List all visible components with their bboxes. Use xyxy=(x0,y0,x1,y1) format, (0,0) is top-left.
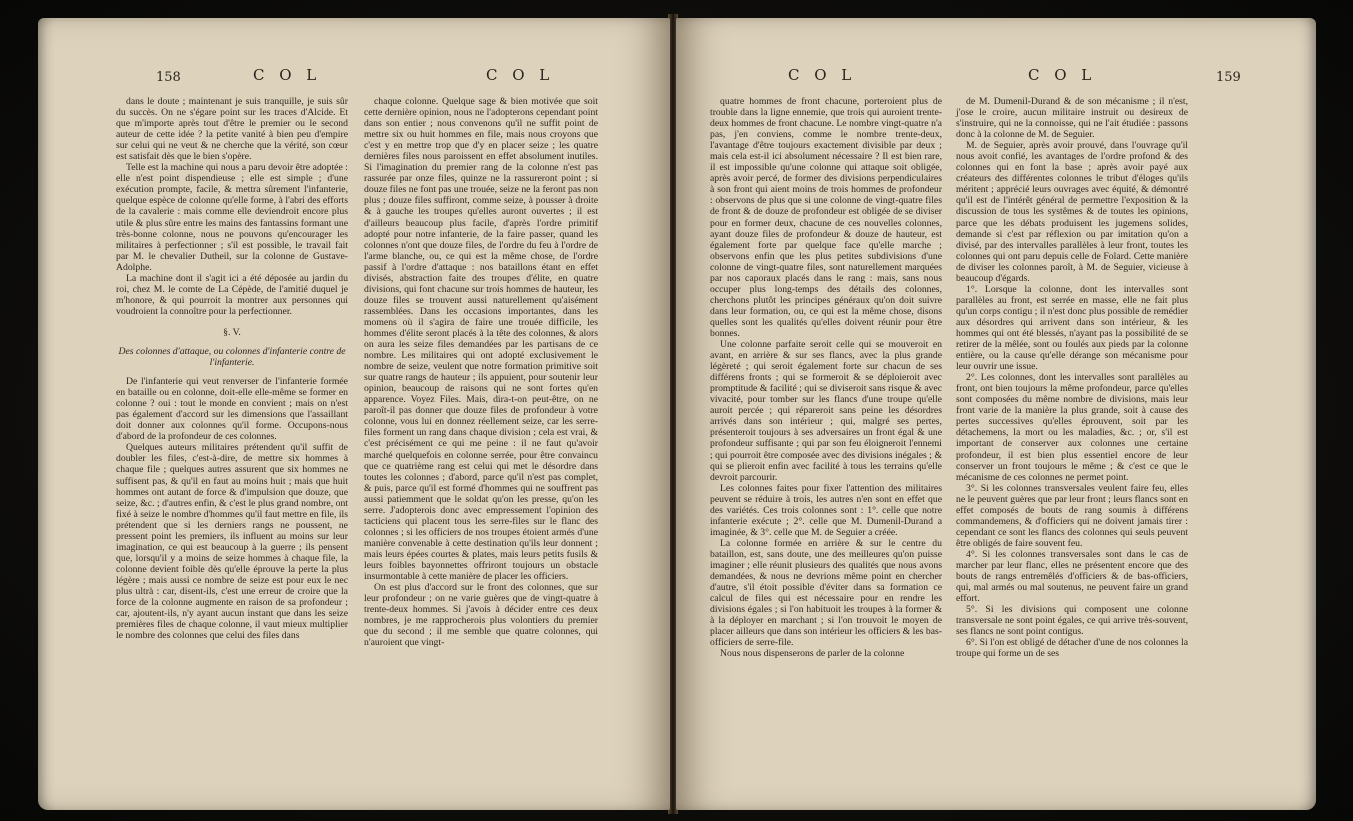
paragraph: Nous nous dispenserons de parler de la colonne xyxy=(720,648,905,660)
paragraph: Les colonnes faites pour fixer l'attention des militaires peuvent se réduire à trois, les autres n'en sont en effet que des variétés. Ces trois colonnes sont : 1°. celle que notre infanterie exécute ; 2°. celle que M. Dumenil-Durand a imaginée, & 3°. celle que M. de Seguier a créée. xyxy=(710,482,942,538)
paragraph: 4°. Si les colonnes transversales sont dans le cas de marcher par leur flanc, elles ne présentent encore que des bouts de rangs entremêlés d'officiers & de bas-officiers, qui, mal armés ou mal soutenus, ne peuvent faire un grand effort. xyxy=(956,548,1188,605)
paragraph: Telle est la machine qui nous a paru devoir être adoptée : elle n'est point dispendieuse ; elle est simple ; d'une exécution prompte, facile, & mettra sûrement l'infanterie, quelque espèce de colonne qu'elle forme, à l'abri des efforts de la cavalerie : mais comme elle deviendroit encore plus utile & plus sûre entre les mains des fantassins formant une très-bonne colonne, nous ne pouvons qu'encourager les militaires à perfectionner ; s'il est possible, le travail fait par M. le chevalier Dutheil, sur la colonne de Gustave-Adolphe. xyxy=(116,162,348,273)
left-page-column-2 xyxy=(364,96,598,648)
paragraph: de M. Dumenil-Durand & de son mécanisme ; il n'est, j'ose le croire, aucun militaire instruit ou desireux de s'instruire, qui ne la connoisse, qui ne l'ait étudiée : passons donc à la colonne de M. de Seguier. xyxy=(956,96,1188,141)
left-page xyxy=(38,18,670,810)
right-page-column-2 xyxy=(956,96,1188,659)
paragraph: On est plus d'accord sur le front des colonnes, que sur leur profondeur ; on ne varie guères que de vingt-quatre à trente-deux hommes. Si j'avois à décider entre ces deux nombres, je me rapprocherois plus volontiers du premier que du second ; il me semble que quatre colonnes, qui n'auroient que vingt- xyxy=(364,582,598,649)
paragraph: M. de Seguier, après avoir prouvé, dans l'ouvrage qu'il nous avoit confié, les avantages de l'ordre profond & des colonnes qui en font la base ; après avoir payé aux créateurs des différentes colonnes le tribut d'éloges qu'ils méritent ; apprécié leurs ouvrages avec équité, & démontré qu'il est de l'intérêt général de permettre l'exposition & la discussion de tous les systêmes & de toutes les opinions, parce que les débats produisent les jugemens solides, demande si c'est par réflexion ou par imitation qu'on a divisé, par des intervalles parallèles à leur front, toutes les colonnes qui ont paru depuis celle de Folard. Cette manière de diviser les colonnes paroît, à M. de Seguier, vicieuse à beaucoup d'égards. xyxy=(956,140,1188,284)
page-number-left: 158 xyxy=(156,70,181,85)
paragraph: De l'infanterie qui veut renverser de l'infanterie formée en bataille ou en colonne, doit-elle elle-même se former en colonne ? oui : tout le monde en convient ; mais on n'est pas également d'accord sur les dimensions que l'assaillant doit donner aux colonnes qu'il forme. Occupons-nous d'abord de la profondeur de ces colonnes. xyxy=(116,376,348,443)
paragraph: 1°. Lorsque la colonne, dont les intervalles sont parallèles au front, est serrée en masse, elle ne fait plus qu'un corps contigu ; il n'est donc plus possible de remédier aux désordres qui arrivent dans son intérieur, & les hommes qui ont été blessés, n'ayant pas la possibilité de se retirer de la mêlée, sont ou foulés aux pieds par la colonne entière, ou la cause qu'elle dérange son mécanisme pour leur ouvrir une issue. xyxy=(956,283,1188,373)
paragraph: 5°. Si les divisions qui composent une colonne transversale ne sont point égales, ce qui arrive très-souvent, ses flancs ne sont point contigus. xyxy=(956,604,1188,638)
running-head-right-col1: C O L xyxy=(788,66,857,84)
paragraph: Quelques auteurs militaires prétendent qu'il suffit de doubler les files, c'est-à-dire, de mettre six hommes à chaque file ; quelques autres assurent que six hommes ne suffisent pas, & qu'il en faut au moins huit ; mais que huit hommes ont autant de force & d'impulsion que douze, que seize, &c. ; d'autres enfin, & c'est le plus grand nombre, ont fixé à seize le nombre d'hommes qu'il faut mettre en file, ils prétendent que si les derniers rangs ne poussent, ne pressent point les premiers, ils influent au moins sur leur imagination, ce qui est beaucoup à la guerre ; ils pensent que, lorsqu'il y a moins de seize hommes à chaque file, la colonne devient foible dès qu'elle éprouve la perte la plus légère ; mais aussi ce nombre de seize est pour eux le nec plus ultrà : car, disent-ils, c'est une erreur de croire que la force de la colonne augmente en raison de sa profondeur ; car, ajoutent-ils, n'y ayant aucun instant que dans les seize premières files de chaque colonne, il vaut mieux multiplier le nombre des colonnes que celui des files dans xyxy=(116,442,348,642)
page-number-right: 159 xyxy=(1216,70,1241,85)
paragraph: 6°. Si l'on est obligé de détacher d'une de nos colonnes la troupe qui forme un de ses xyxy=(956,637,1188,660)
running-head-left: C O L xyxy=(253,66,322,84)
left-page-column-1 xyxy=(116,96,348,641)
paragraph: Une colonne parfaite seroit celle qui se mouveroit en avant, en arrière & sur ses flancs, avec la plus grande légèreté ; qui seroit également forte sur chacun de ses différens fronts ; qui se formeroit & se déploieroit avec promptitude & facilité ; qui se diviseroit sans risque & avec vivacité, pour tomber sur les flancs d'une troupe qu'elle auroit percée ; qui répareroit sans peine les désordres arrivés dans son intérieur ; qui, malgré ses pertes, présenteroit toujours à ses adversaires un front égal & une profondeur suffisante ; qui par son feu éloigneroit l'ennemi ; qui pourroit être composée avec des divisions inégales ; & qui se plieroit enfin avec facilité à tous les terrains qu'elle devroit parcourir. xyxy=(710,339,942,483)
paragraph: chaque colonne. Quelque sage & bien motivée que soit cette dernière opinion, nous ne l'adopterons cependant point dans son entier ; nous convenons qu'il ne suffit point de mettre six ou huit hommes en file, mais nous croyons que c'est y en mettre trop que d'y en placer seize ; les quatre dernières files nous paroissent en effet absolument inutiles. Si l'imagination du premier rang de la colonne n'est pas rassurée par onze files, quinze ne la rassureront point ; si douze files ne font pas une trouée, seize ne la feront pas non plus ; douze files suffiront, comme seize, à pousser à droite & à gauche les troupes qu'elles auront ouvertes ; il est d'ailleurs beaucoup plus facile, d'après l'ordre primitif adopté pour notre infanterie, de la faire passer, quand les colonnes n'ont que douze files, de l'ordre du feu à l'ordre de l'arme blanche, ou, ce qui est la même chose, de l'ordre passif à l'ordre d'attaque : nos bataillons étant en effet divisés, abstraction faite des troupes d'élite, en quatre divisions, qui font chacune sur trois hommes de hauteur, les douze files se trouvent aussi naturellement qu'aisément rassemblées. Dans les occasions importantes, dans les momens où il s'agira de faire une trouée difficile, les hommes d'élite seront placés à la tête des colonnes, & alors on aura les seize files demandées par les partisans de ce nombre. Les militaires qui ont adopté exclusivement le nombre de seize, veulent que notre formation primitive soit sur quatre rangs de hauteur ; ils appuient, pour soutenir leur opinion, beaucoup de raisons qui ne sont fortes qu'en apparence. Voyez Files. Mais, dira-t-on peut-être, on ne paroît-il pas donner que douze files de profondeur à votre colonne, vous lui en donnez réellement seize, car les serre-files forment un rang dans chaque division ; cela est vrai, & c'est précisément ce qui me peine : il ne faut qu'avoir marché quelquefois en colonne serrée, pour être convaincu que ce quatrième rang est celui qui met le désordre dans toutes les colonnes ; d'abord, parce qu'il n'est pas complet, & puis, parce qu'il est formé d'hommes qui ne souffrent pas aussi patiemment que le soldat qu'on les presse, qu'on les serre. J'adopterois donc avec empressement l'opinion des tacticiens qui placent tous les serre-files sur le flanc des colonnes ; si les officiers de nos troupes étoient armés d'une manière convenable à cette destination qu'ils leur donnent ; mais leurs épées courtes & plates, mais leurs petits fusils & leurs foibles bayonnettes offriront toujours un obstacle insurmontable à cette manière de placer les officiers. xyxy=(364,96,598,583)
section-title: Des colonnes d'attaque, ou colonnes d'infanterie contre de l'infanterie. xyxy=(118,345,346,369)
right-page-column-1 xyxy=(710,96,942,659)
section-heading: §. V. xyxy=(223,326,241,338)
running-head-left-col2: C O L xyxy=(486,66,555,84)
paragraph: 3°. Si les colonnes transversales veulent faire feu, elles ne le peuvent guères que par leur front ; leurs flancs sont en effet composés de bouts de rang soumis à différens commandemens, & d'officiers qui ne doivent jamais tirer : cependant ce sont les flancs des colonnes qui seuls peuvent être obligés de faire souvent feu. xyxy=(956,482,1188,549)
paragraph: 2°. Les colonnes, dont les intervalles sont parallèles au front, ont bien toujours la même profondeur, parce qu'elles sont composées du même nombre de divisions, mais leur front varie de la manière la plus grande, soit à cause des pertes successives qu'elles éprouvent, soit par les détachemens, la mort ou les maladies, &c. ; or, s'il est important de conserver aux colonnes une certaine profondeur, il est bien plus essentiel encore de leur conserver un front toujours le même ; & c'est ce que le mécanisme de ces colonnes ne permet point. xyxy=(956,372,1188,483)
paragraph: La colonne formée en arrière & sur le centre du bataillon, est, sans doute, une des meilleures qu'on puisse imaginer ; elle réunit plusieurs des qualités que nous avons demandées, & nous ne devrions même point en chercher d'autre, s'il étoit possible d'éviter dans sa formation ce calcul de files qui est nécessaire pour en rendre les divisions égales ; si l'on habituoit les troupes à la former & à la déployer en marchant ; si l'on trouvoit le moyen de placer ailleurs que dans son intérieur les officiers & les bas-officiers de serre-file. xyxy=(710,537,942,649)
running-head-right: C O L xyxy=(1028,66,1097,84)
paragraph: quatre hommes de front chacune, porteroient plus de trouble dans la ligne ennemie, que trois qui auroient trente-deux hommes de front chacune. Le nombre vingt-quatre n'a pas, j'en conviens, comme le nombre trente-deux, l'avantage d'être toujours exactement divisible par deux ; mais cela est-il ici absolument nécessaire ? Il est bien rare, il est impossible qu'une colonne qui attaque soit obligée, après avoir percé, de former des divisions perpendiculaires à son front qui aient moins de trois hommes de profondeur : observons de plus que si une colonne de vingt-quatre files de front & de douze de profondeur est obligée de se diviser pour en former deux, chacune de ces nouvelles colonnes, ayant douze files de profondeur & douze de hauteur, est également forte par quelque face qu'elle marche ; observons enfin que les plus petites subdivisions d'une colonne de vingt-quatre files, sont naturellement marquées par nos caporaux placés dans le rang : mais, sans nous occuper plus long-temps des détails des colonnes, cherchons plutôt les principes généraux qu'on doit suivre dans leur formation, ou, ce qui est la même chose, disons quelles sont les qualités qu'elles doivent réunir pour être bonnes. xyxy=(710,96,942,339)
paragraph: La machine dont il s'agit ici a été déposée au jardin du roi, chez M. le comte de La Cépède, de l'amitié duquel je m'honore, & qui pourroit la montrer aux personnes qui voudroient la connoître pour la perfectionner. xyxy=(116,272,348,317)
right-page xyxy=(676,18,1316,810)
paragraph: dans le doute ; maintenant je suis tranquille, je suis sûr du succès. On ne s'égare point sur les traces d'Alcide. Et que m'importe après tout d'être le premier ou le second auteur de cette idée ? la petite vanité à bien peu d'empire sur celui qui ne veut & ne cherche que la vérité, son cœur est satisfait dès que le bien s'opère. xyxy=(116,96,348,163)
